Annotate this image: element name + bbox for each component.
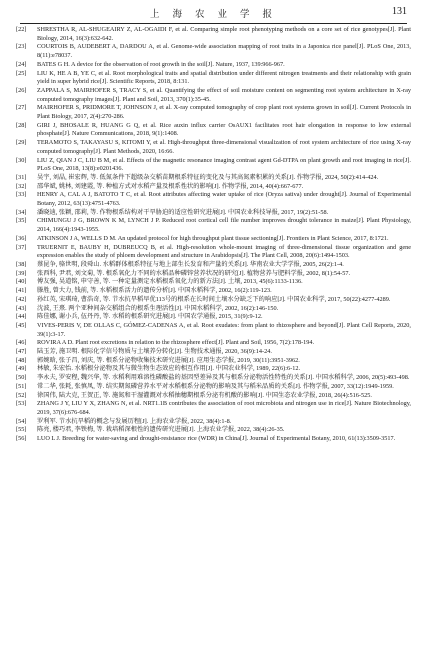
page-number: 131 xyxy=(392,6,407,17)
reference-text: CHIMUNGU J G, BROWN K M, LYNCH J P. Reduced root cortical cell file number improves drought tolerance in maize[J]. Plant Physiology, 2014, 166(4):1943-1955. xyxy=(37,217,411,234)
reference-text: 陆玉芳, 施卫明. 根际化学信号物质与土壤养分转化[J]. 生物技术通报, 2020, 36(9):14-24. xyxy=(37,348,272,356)
reference-text: 滕胜, 曾大力, 钱前, 等. 水稻根系活力的遗传分析[J]. 中国水稻科学, 2002, 16(2):119-123. xyxy=(37,287,272,295)
reference-text: LIU K, HE A B, YE C, et al. Root morphological traits and spatial distribution under different nitrogen treatments and their relationship with grain yield in super hybrid rice[J]. Scientific Reports, 2018, 8:131. xyxy=(37,69,411,86)
reference-text: 郭婉晗, 张子昌, 刘庆, 等. 根系分泌物收集技术研究进展[J]. 应用生态学报, 2019, 30(11):3951-3962. xyxy=(37,356,300,364)
reference-text: 沈波, 王熹. 两个亚种间杂交稻组合的根系生理活性[J]. 中国水稻科学, 2002, 16(2):146-150. xyxy=(37,304,279,312)
reference-number: [28] xyxy=(16,121,27,129)
reference-number: [23] xyxy=(16,43,27,51)
header-rule xyxy=(20,23,407,24)
reference-text: ZHANG J Y, LIU Y X, ZHANG N, et al. NRT1.1B contributes the association of root microbiota and nitrogen use in rice[J]. Nature Biotechnology, 2019, 37(6):676-684. xyxy=(37,400,411,416)
reference-text: 邵华斌, 姚林, 刘建霞, 等. 种植方式对水稻产量及根系性状的影响[J]. 作物学报, 2014, 40(4):667-677. xyxy=(37,182,304,190)
reference-text: 潘晓迪, 张颖, 邵莉, 等. 作物根系结构对干旱胁迫的适应性研究进展[J]. 中国农业科技导报, 2017, 19(2):51-58. xyxy=(37,208,329,216)
reference-number: [22] xyxy=(16,26,27,33)
reference-item xyxy=(16,209,411,218)
reference-number: [25] xyxy=(16,69,27,77)
reference-number: [29] xyxy=(16,139,27,147)
reference-text: TERAMOTO S, TAKAYASU S, KITOMI Y, et al. High-throughput three-dimensional visualization of root system architecture of rice using X-ray computed tomography[J]. Plant Methods, 2020, 16:66. xyxy=(37,139,411,155)
reference-number: [51] xyxy=(16,382,27,390)
reference-number: [38] xyxy=(16,260,27,268)
reference-item xyxy=(16,157,411,174)
reference-item xyxy=(16,61,411,70)
reference-number: [54] xyxy=(16,417,27,425)
reference-item xyxy=(16,174,411,183)
reference-text: 张西科, 尹君, 刘文菊, 等. 根系氧化力不同的水稻品种磷锌营养状况的研究[J]. 植物营养与肥料学报, 2002, 8(1):54-57. xyxy=(37,269,351,277)
reference-number: [30] xyxy=(16,156,27,164)
reference-number: [45] xyxy=(16,321,27,329)
reference-item xyxy=(16,296,411,305)
reference-item xyxy=(16,244,411,261)
reference-text: ATKINSON J A, WELLS D M. An updated protocol for high throughput plant tissue sectioning[J]. Frontiers in Plant Science, 2017, 8:1721. xyxy=(37,234,389,242)
reference-number: [50] xyxy=(16,374,27,382)
reference-number: [53] xyxy=(16,400,27,408)
reference-number: [46] xyxy=(16,339,27,347)
reference-text: 陈亮, 楼巧君, 李铁梅, 等. 栽培稻深根性的遗传研究进展[J]. 上海农业学报, 2022, 38(4):26-35. xyxy=(37,426,285,434)
reference-text: LIU Z, QIAN J C, LIU B M, et al. Effects of the magnetic resonance imaging contrast agent Gd-DTPA on plant growth and root imaging in rice[J]. PLoS One, 2018, 13(8):e0201436. xyxy=(37,156,411,173)
reference-item xyxy=(16,435,411,444)
reference-text: VIVES-PERIS V, DE OLLAS C, GÓMEZ-CADENAS A, et al. Root exudates: from plant to rhizosphere and beyond[J]. Plant Cell Reports, 2020, 39(1):3-17. xyxy=(37,321,411,338)
reference-item xyxy=(16,139,411,156)
reference-text: 徐国伟, 陆大克, 王贺正, 等. 施氮和干湿灌溉对水稻抽穗期根系分泌有机酸的影响[J]. 中国生态农业学报, 2018, 26(4):516-525. xyxy=(37,391,372,399)
reference-item xyxy=(16,400,411,417)
reference-text: COURTOIS B, AUDEBERT A, DARDOU A, et al. Genome-wide association mapping of root traits in a Japonica rice panel[J]. PLoS One, 2013, 8(11):e78037. xyxy=(37,43,411,60)
reference-item xyxy=(16,122,411,139)
reference-item xyxy=(16,26,411,43)
reference-number: [34] xyxy=(16,208,27,216)
reference-number: [55] xyxy=(16,426,27,434)
reference-item xyxy=(16,278,411,287)
reference-item xyxy=(16,261,411,270)
reference-number: [33] xyxy=(16,191,27,199)
reference-number: [36] xyxy=(16,234,27,242)
reference-number: [49] xyxy=(16,365,27,373)
reference-list xyxy=(16,26,411,656)
reference-item xyxy=(16,235,411,244)
reference-item xyxy=(16,339,411,348)
reference-item xyxy=(16,183,411,192)
reference-text: SHRESTHA R, AL-SHUGEAIRY Z, AL-OGAIDI F, et al. Comparing simple root phenotyping methods on a core set of rice genotypes[J]. Plant Biology, 2014, 16(3):632-642. xyxy=(37,26,411,42)
reference-number: [41] xyxy=(16,287,27,295)
reference-number: [47] xyxy=(16,348,27,356)
reference-number: [31] xyxy=(16,173,27,181)
reference-text: 陈佳娜, 谢小兵, 伍丹丹, 等. 水稻的根系研究进展[J]. 中国农学通报, 2015, 31(9):9-12. xyxy=(37,313,263,321)
reference-item xyxy=(16,322,411,339)
reference-number: [26] xyxy=(16,86,27,94)
reference-text: ROVIRA A D. Plant root excretions in relation to the rhizosphere effect[J]. Plant and Soil, 1956, 7(2):178-194. xyxy=(37,339,315,347)
reference-item xyxy=(16,348,411,357)
journal-title: 上 海 农 业 学 报 xyxy=(149,9,278,20)
reference-number: [35] xyxy=(16,217,27,225)
reference-number: [40] xyxy=(16,278,27,286)
reference-text: GIRI J, BHOSALE R, HUANG G Q, et al. Rice auxin influx carrier OsAUX1 facilitates root hair elongation in response to low external phosphate[J]. Nature Communications, 2018, 9(1):1408. xyxy=(37,121,411,138)
reference-item xyxy=(16,383,411,392)
reference-number: [56] xyxy=(16,435,27,443)
reference-number: [44] xyxy=(16,313,27,321)
reference-text: 林敏, 朱宏怡. 水稻根分泌物及其与微生物生态效应的相互作用[J]. 中国农业科学, 1989, 22(6):6-12. xyxy=(37,365,301,373)
reference-text: 李永夫, 罗安程, 魏兴华, 等. 水稻利用难溶性磷酸盐的基因型差异及其与根系分泌物活性特性的关系[J]. 中国水稻科学, 2006, 20(5):493-498. xyxy=(37,374,410,382)
reference-item xyxy=(16,374,411,383)
reference-item xyxy=(16,104,411,121)
reference-text: LUO L J. Breeding for water-saving and drought-resistance rice (WDR) in China[J]. Journal of Experimental Botany, 2010, 61(13):3509-3517. xyxy=(37,435,396,443)
reference-item xyxy=(16,426,411,435)
reference-number: [32] xyxy=(16,182,27,190)
reference-text: BATES G H. A device for the observation of root growth in the soil[J]. Nature, 1937, 139:966-967. xyxy=(37,60,285,68)
reference-number: [52] xyxy=(16,391,27,399)
reference-item xyxy=(16,191,411,208)
reference-number: [39] xyxy=(16,269,27,277)
reference-item xyxy=(16,313,411,322)
reference-text: 蔡昆争, 骆世明, 段舜山. 水稻群体根系特征与地上部生长发育和产量的关系[J]. 华南农业大学学报, 2005, 26(2):1-4. xyxy=(37,260,344,268)
reference-text: 傅友强, 吴道铭, 申守善, 等. 一种定量测定水稻根系氧化力的新方法[J]. 土壤, 2013, 45(6):1133-1136. xyxy=(37,278,303,286)
reference-item xyxy=(16,43,411,60)
reference-text: MAIRHOFER S, PRIDMORE T, JOHNSON J, et al. X-ray computed tomography of crop plant root systems grown in soil[J]. Current Protocols in Plant Biology, 2017, 2(4):270-286. xyxy=(37,104,411,121)
reference-number: [37] xyxy=(16,243,27,251)
reference-item xyxy=(16,217,411,234)
reference-text: TRUERNIT E, BAUBY H, DUBREUCQ B, et al. High-resolution whole-mount imaging of three-dimensional tissue organization and gene expression enables the study of phloem development and structure in Arabidopsis[J]. The Plant Cell, 2008, 20(6):1494-1503. xyxy=(37,243,411,260)
reference-number: [43] xyxy=(16,304,27,312)
reference-item xyxy=(16,70,411,87)
reference-item xyxy=(16,287,411,296)
reference-item xyxy=(16,305,411,314)
reference-text: 罗利军. 节水抗旱稻的概念与发展历程[J]. 上海农业学报, 2022, 38(4):1-8. xyxy=(37,417,232,425)
reference-number: [42] xyxy=(16,295,27,303)
reference-text: 常二华, 张耗, 张慎凤, 等. 结实期氮磷营养水平对水稻根系分泌物的影响及其与稻米品质的关系[J]. 作物学报, 2007, 33(12):1949-1959. xyxy=(37,382,394,390)
reference-text: 吴宇, 刘晶, 崔宏辉, 等. 低氮条件下超级杂交稻苗期根系特征的变化及与其高氮素积累的关系[J]. 作物学报, 2024, 50(2):414-424. xyxy=(37,173,379,181)
reference-item xyxy=(16,392,411,401)
page-header xyxy=(20,6,407,22)
reference-text: HENRY A, CAL A J, BATOTO T C, et al. Root attributes affecting water uptake of rice (Oryza sativa) under drought[J]. Journal of Experimental Botany, 2012, 63(13):4751-4763. xyxy=(37,191,411,208)
reference-item xyxy=(16,87,411,104)
reference-number: [27] xyxy=(16,104,27,112)
reference-text: ZAPPALA S, MAIRHOFER S, TRACY S, et al. Quantifying the effect of soil moisture content on segmenting root system architecture in X-ray computed tomography images[J]. Plant and Soil, 2013, 370(1):35-45. xyxy=(37,86,411,103)
reference-number: [24] xyxy=(16,60,27,68)
reference-item xyxy=(16,365,411,374)
reference-number: [48] xyxy=(16,356,27,364)
reference-text: 孙红英, 宋琪琦, 曹浩奇, 等. 节水抗旱稻早优113号的根系在长时间土壤水分缺乏下的响应[J]. 中国农业科学, 2017, 50(22):4277-4289. xyxy=(37,295,391,303)
